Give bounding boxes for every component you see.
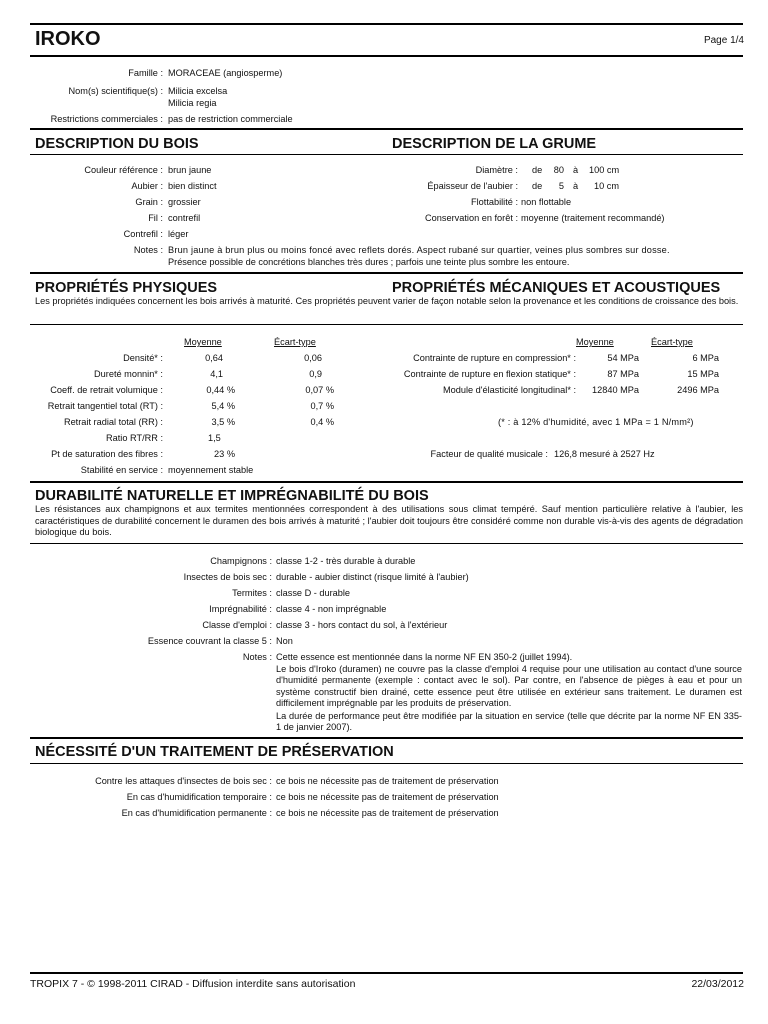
durability-row-label: Imprégnabilité : — [209, 604, 272, 614]
durability-notes-line-1: Cette essence est mentionnée dans la norme NF EN 350-2 (juillet 1994). — [276, 652, 573, 662]
wood-row-label: Contrefil : — [123, 229, 163, 239]
music-quality-label: Facteur de qualité musicale : — [430, 449, 548, 459]
physical-properties-title: PROPRIÉTÉS PHYSIQUES — [35, 280, 218, 296]
mechanical-row-label: Module d'élasticité longitudinal* : — [442, 385, 576, 395]
wood-row-label: Couleur référence : — [84, 165, 163, 175]
physical-col-mean: Moyenne — [184, 337, 222, 347]
log-float-value: non flottable — [521, 197, 572, 207]
wood-notes-line-2: Présence possible de concrétions blanches très dures ; parfois une teinte plus sombre les entoure. — [168, 257, 570, 267]
mechanical-row-sd: 2496 MPa — [677, 385, 719, 395]
durability-row-label: Termites : — [232, 588, 272, 598]
mechanical-row-sd: 6 MPa — [692, 353, 719, 363]
durability-row-value: Non — [276, 636, 293, 646]
treatment-row-label: Contre les attaques d'insectes de bois sec : — [95, 776, 272, 786]
section-rule-3 — [30, 481, 743, 483]
wood-row-value: contrefil — [168, 213, 201, 223]
log-diameter-a: à — [573, 165, 579, 175]
physical-row-sd: 0,4 % — [310, 417, 334, 427]
mechanical-row-label: Contrainte de rupture en flexion statique* : — [403, 369, 576, 379]
log-conservation-label: Conservation en forêt : — [425, 213, 518, 223]
mechanical-row-mean: 12840 MPa — [592, 385, 639, 395]
wood-row-value: brun jaune — [168, 165, 212, 175]
mechanical-row-sd: 15 MPa — [687, 369, 719, 379]
physical-row-sd: 0,9 — [309, 369, 322, 379]
durability-row-label: Classe d'emploi : — [202, 620, 272, 630]
log-sapwood-de: de — [532, 181, 543, 191]
log-description-title: DESCRIPTION DE LA GRUME — [392, 136, 597, 152]
physical-row-mean: 0,44 % — [206, 385, 235, 395]
treatment-row-value: ce bois ne nécessite pas de traitement de préservation — [276, 776, 499, 786]
mechanical-col-mean: Moyenne — [576, 337, 614, 347]
physical-row-label: Dureté monnin* : — [94, 369, 163, 379]
durability-row-value: classe 1-2 - très durable à durable — [276, 556, 416, 566]
mechanical-footnote: (* : à 12% d'humidité, avec 1 MPa = 1 N/mm²) — [498, 417, 694, 427]
log-diameter-min: 80 — [553, 165, 564, 175]
durability-row-label: Essence couvrant la classe 5 : — [147, 636, 272, 646]
physical-row-sd: 0,07 % — [305, 385, 334, 395]
durability-row-label: Champignons : — [210, 556, 272, 566]
durability-title: DURABILITÉ NATURELLE ET IMPRÉGNABILITÉ DU BOIS — [35, 488, 429, 504]
log-sapwood-min: 5 — [558, 181, 564, 191]
physical-row-mean: 23 % — [214, 449, 235, 459]
physical-row-label: Coeff. de retrait volumique : — [50, 385, 163, 395]
treatment-title: NÉCESSITÉ D'UN TRAITEMENT DE PRÉSERVATION — [35, 744, 394, 760]
wood-row-label: Aubier : — [131, 181, 163, 191]
physical-row-label: Pt de saturation des fibres : — [51, 449, 163, 459]
scientific-name-1: Milicia excelsa — [168, 86, 228, 96]
physical-row-label: Ratio RT/RR : — [105, 433, 163, 443]
log-diameter-label: Diamètre : — [475, 165, 518, 175]
wood-notes-line-1: Brun jaune à brun plus ou moins foncé avec reflets dorés. Aspect rubané sur quartier, veines plus sombres sur dosse. — [168, 245, 670, 255]
physical-row-sd: 0,06 — [304, 353, 322, 363]
wood-row-value: bien distinct — [168, 181, 217, 191]
physical-row-sd: 0,7 % — [310, 401, 334, 411]
physical-row-label: Retrait radial total (RR) : — [63, 417, 163, 427]
scientific-name-2: Milicia regia — [168, 98, 217, 108]
physical-row-label: Retrait tangentiel total (RT) : — [47, 401, 163, 411]
physical-row-mean: 3,5 % — [211, 417, 235, 427]
durability-row-label: Insectes de bois sec : — [183, 572, 272, 582]
log-conservation-value: moyenne (traitement recommandé) — [521, 213, 665, 223]
restrictions-value: pas de restriction commerciale — [168, 114, 293, 124]
wood-description-title: DESCRIPTION DU BOIS — [35, 136, 199, 152]
wood-row-label: Grain : — [135, 197, 163, 207]
music-quality-value: 126,8 mesuré à 2527 Hz — [554, 449, 655, 459]
physical-row-mean: 0,64 — [205, 353, 223, 363]
log-diameter-de: de — [532, 165, 543, 175]
treatment-row-value: ce bois ne nécessite pas de traitement de préservation — [276, 808, 499, 818]
treatment-row-label: En cas d'humidification permanente : — [121, 808, 272, 818]
mechanical-col-sd: Écart-type — [651, 337, 693, 347]
physical-row-mean: 4,1 — [210, 369, 223, 379]
treatment-row-value: ce bois ne nécessite pas de traitement de préservation — [276, 792, 499, 802]
section-rule-1 — [30, 128, 743, 130]
log-sapwood-max: 10 cm — [594, 181, 620, 191]
section-underline-4 — [30, 763, 743, 764]
mechanical-row-mean: 54 MPa — [607, 353, 639, 363]
physical-intro: Les propriétés indiquées concernent les bois arrivés à maturité. Ces propriétés peuvent varier de façon notable selon la provenance et les conditions de croissance des bois. — [35, 296, 739, 306]
section-rule-4 — [30, 737, 743, 739]
footer-copyright: TROPIX 7 - © 1998-2011 CIRAD - Diffusion interdite sans autorisation — [30, 978, 356, 990]
durability-row-value: durable - aubier distinct (risque limité à l'aubier) — [276, 572, 469, 582]
wood-notes-label: Notes : — [133, 245, 163, 255]
durability-notes-line-3: La durée de performance peut être modifiée par la situation en service (telle que décrite par la norme NF EN 335-1 de janvier 2007). — [276, 711, 742, 733]
scientific-name-label: Nom(s) scientifique(s) : — [68, 86, 163, 96]
log-float-label: Flottabilité : — [471, 197, 518, 207]
mechanical-row-label: Contrainte de rupture en compression* : — [413, 353, 576, 363]
log-sapwood-a: à — [573, 181, 579, 191]
physical-col-sd: Écart-type — [274, 337, 316, 347]
header-rule — [30, 55, 743, 57]
section-underline-1 — [30, 154, 743, 155]
durability-row-value: classe 4 - non imprégnable — [276, 604, 387, 614]
family-label: Famille : — [128, 68, 163, 78]
top-rule — [30, 23, 743, 25]
page-number: Page 1/4 — [703, 35, 744, 46]
durability-row-value: classe 3 - hors contact du sol, à l'extérieur — [276, 620, 448, 630]
section-underline-3 — [30, 543, 743, 544]
durability-intro: Les résistances aux champignons et aux termites mentionnées correspondent à des utilisations sous climat tempéré. Sauf mention particulière relative à l'aubier, les caractéristiques de durabilité concernent le duramen des bois arrivés à maturité ; l'aubier doit toujours être considéré comme non durable vis-à-vis des agents de dégradation biologique du bois. — [35, 504, 743, 537]
section-underline-2 — [30, 324, 743, 325]
restrictions-label: Restrictions commerciales : — [50, 114, 163, 124]
page-title: IROKO — [35, 28, 101, 50]
wood-row-value: grossier — [168, 197, 201, 207]
wood-row-label: Fil : — [148, 213, 163, 223]
stability-label: Stabilité en service : — [80, 465, 163, 475]
wood-row-value: léger — [168, 229, 189, 239]
footer-date: 22/03/2012 — [691, 978, 744, 990]
physical-row-label: Densité* : — [123, 353, 163, 363]
durability-notes-label: Notes : — [242, 652, 272, 662]
durability-notes-line-2: Le bois d'Iroko (duramen) ne couvre pas la classe d'emploi 4 requise pour une utilisation au contact d'une source d'humidité permanente (exemple : contact avec le sol). Par contre, en l'absence de pièges à eau et pour un système constructif bien drainé, cette essence peut être utilisée en extérieur sans traitement. Le duramen est difficilement imprégnable par les produits de préservation. — [276, 664, 742, 708]
stability-value: moyennement stable — [168, 465, 254, 475]
log-diameter-max: 100 cm — [589, 165, 620, 175]
footer-rule — [30, 972, 743, 974]
treatment-row-label: En cas d'humidification temporaire : — [126, 792, 272, 802]
physical-row-mean: 5,4 % — [211, 401, 235, 411]
durability-row-value: classe D - durable — [276, 588, 351, 598]
physical-row-mean: 1,5 — [208, 433, 221, 443]
section-rule-2 — [30, 272, 743, 274]
family-value: MORACEAE (angiosperme) — [168, 68, 283, 78]
log-sapwood-label: Épaisseur de l'aubier : — [427, 181, 518, 191]
mechanical-properties-title: PROPRIÉTÉS MÉCANIQUES ET ACOUSTIQUES — [392, 280, 721, 296]
mechanical-row-mean: 87 MPa — [607, 369, 639, 379]
